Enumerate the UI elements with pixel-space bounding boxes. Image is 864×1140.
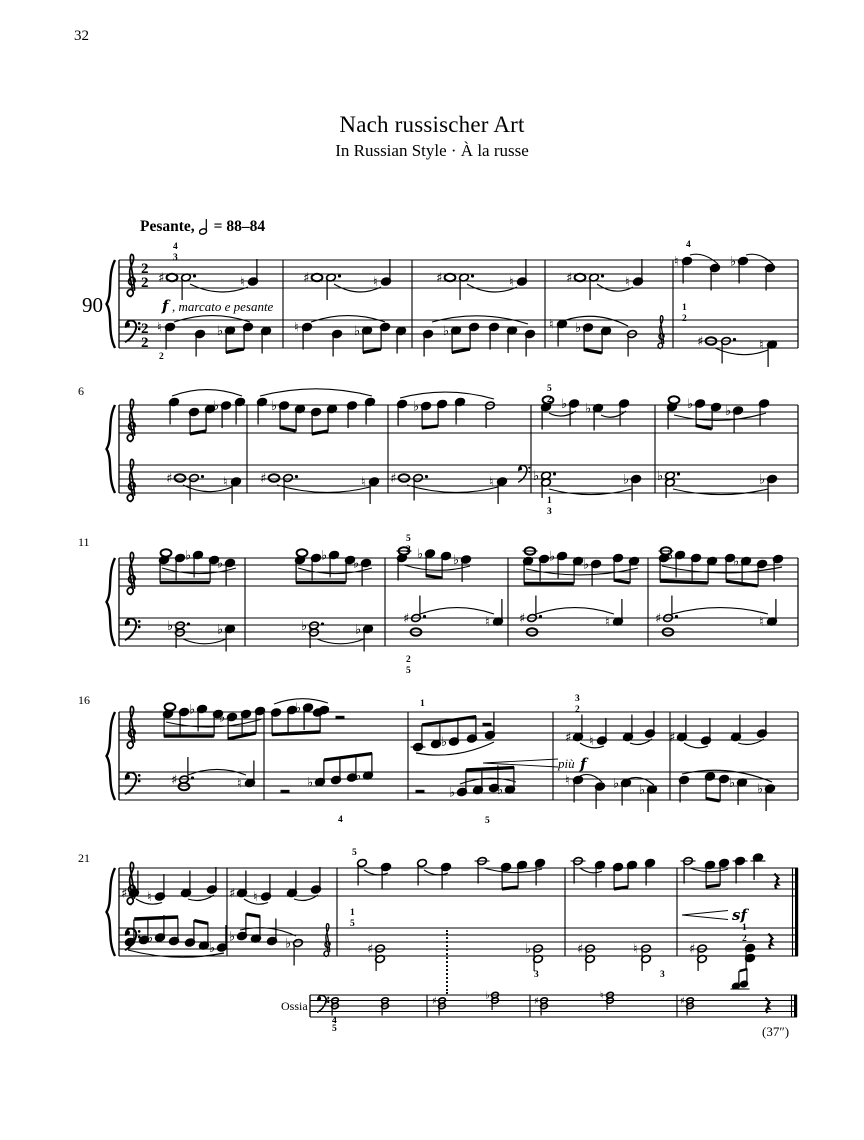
ossia-staff xyxy=(270,966,850,1056)
treble-clef-icon xyxy=(127,399,135,441)
fingering: 1 xyxy=(742,923,747,933)
system-brace xyxy=(107,558,116,646)
piece-title: Nach russischer Art xyxy=(339,112,525,137)
augmentation-dot xyxy=(201,475,204,478)
system-4 xyxy=(70,692,864,834)
slur xyxy=(484,868,542,873)
accidental-natural: ♮ xyxy=(240,275,245,290)
bass-clef-dot xyxy=(528,471,530,473)
accidental-natural: ♮ xyxy=(223,475,228,490)
accidental-flat: ♭ xyxy=(307,775,314,791)
augmentation-dot xyxy=(187,622,190,625)
treble-clef-icon xyxy=(127,862,135,904)
tempo-word: Pesante, xyxy=(140,217,195,235)
fingering: 2 xyxy=(682,314,687,324)
beam xyxy=(584,350,602,354)
system-brace xyxy=(107,712,116,800)
accidental-flat: ♭ xyxy=(185,548,192,564)
duration-marking: (37″) xyxy=(762,1024,790,1039)
accidental-sharp: ♯ xyxy=(229,886,236,902)
note-head xyxy=(575,274,586,281)
treble-clef-icon xyxy=(127,254,135,296)
fingering: 2 xyxy=(575,705,580,715)
bass-clef-dot xyxy=(138,930,141,933)
accidental-flat: ♭ xyxy=(525,942,532,957)
beam xyxy=(363,349,381,353)
augmentation-dot xyxy=(425,475,428,478)
system-brace xyxy=(107,260,116,348)
accidental-natural: ♮ xyxy=(509,275,514,290)
bass-clef-dot xyxy=(138,626,141,629)
slur xyxy=(536,608,614,614)
accidental-flat: ♭ xyxy=(639,783,646,798)
slur xyxy=(420,608,494,614)
measure-number: 21 xyxy=(78,851,90,865)
accidental-natural: ♮ xyxy=(565,773,570,789)
bass-clef-curve xyxy=(519,465,527,482)
final-barline-thick xyxy=(794,995,797,1017)
beam xyxy=(312,431,328,434)
page-number: 32 xyxy=(74,28,89,44)
slur xyxy=(172,390,242,396)
accidental-natural: ♮ xyxy=(759,338,764,353)
fingering: 1 xyxy=(420,699,425,709)
beam xyxy=(422,717,476,726)
accidental-sharp: ♯ xyxy=(403,611,410,627)
slur xyxy=(162,568,236,574)
accidental-sharp: ♯ xyxy=(303,271,310,286)
accidental-sharp: ♯ xyxy=(325,996,330,1007)
accidental-flat: ♭ xyxy=(585,401,592,417)
note-head xyxy=(269,474,280,481)
accidental-flat: ♭ xyxy=(725,404,732,419)
augmentation-dot xyxy=(471,274,474,277)
dynamic-piu: più xyxy=(558,756,575,771)
system-2 xyxy=(70,385,864,527)
slur xyxy=(673,489,768,495)
slur xyxy=(672,608,768,614)
quarter-rest xyxy=(775,874,779,890)
accidental-natural: ♮ xyxy=(605,615,610,630)
augmentation-dot xyxy=(677,472,680,475)
slur xyxy=(311,316,385,322)
fingering: 5 xyxy=(332,1024,337,1034)
fingering: 3 xyxy=(660,970,665,980)
treble-clef-icon xyxy=(127,552,135,594)
accidental-flat: ♭ xyxy=(353,556,360,572)
accidental-flat: ♭ xyxy=(354,324,361,339)
accidental-flat: ♭ xyxy=(485,990,490,1002)
accidental-flat: ♭ xyxy=(219,710,226,726)
accidental-flat: ♭ xyxy=(213,399,220,414)
accidental-flat: ♭ xyxy=(443,324,450,339)
fingering: 1 xyxy=(350,908,355,918)
accidental-sharp: ♯ xyxy=(566,271,573,286)
beam xyxy=(190,431,206,434)
beam xyxy=(452,349,470,353)
bass-clef-curve xyxy=(126,773,137,794)
beam xyxy=(226,349,244,353)
fingering: 5 xyxy=(547,384,552,394)
accidental-flat: ♭ xyxy=(759,472,766,488)
accidental-flat: ♭ xyxy=(733,554,740,570)
augmentation-dot xyxy=(423,615,426,618)
note-head xyxy=(175,474,186,481)
accidental-sharp: ♯ xyxy=(158,271,165,286)
treble-clef-icon xyxy=(127,459,135,501)
slur xyxy=(183,639,226,644)
measure-number: 11 xyxy=(78,535,90,549)
accidental-flat: ♭ xyxy=(533,469,540,484)
accidental-flat: ♭ xyxy=(295,701,302,716)
accidental-sharp: ♯ xyxy=(367,942,374,957)
slur xyxy=(260,389,372,396)
accidental-flat: ♭ xyxy=(285,936,292,952)
fingering: 4 xyxy=(173,242,178,252)
beam xyxy=(614,580,630,583)
accidental-flat: ♭ xyxy=(189,702,196,718)
note-head xyxy=(399,474,410,481)
bass-clef-curve xyxy=(126,619,137,640)
accidental-flat: ♭ xyxy=(167,619,174,634)
fingering: 5 xyxy=(485,816,490,826)
augmentation-dot xyxy=(539,615,542,618)
accidental-sharp: ♯ xyxy=(565,730,572,746)
accidental-flat: ♭ xyxy=(667,548,674,564)
beam xyxy=(426,576,442,579)
crescendo-hairpin xyxy=(682,915,728,920)
accidental-flat: ♭ xyxy=(217,324,224,339)
accidental-natural: ♮ xyxy=(633,942,638,957)
fingering: 2 xyxy=(406,655,411,665)
augmentation-dot xyxy=(193,274,196,277)
accidental-flat: ♭ xyxy=(217,556,224,572)
note-head xyxy=(165,703,176,710)
measure-number: 6 xyxy=(78,384,84,398)
accidental-sharp: ♯ xyxy=(519,611,526,627)
beam xyxy=(134,917,178,919)
slur xyxy=(526,568,638,575)
augmentation-dot xyxy=(553,472,556,475)
system-1 xyxy=(70,240,864,382)
bass-clef-dot xyxy=(528,467,530,469)
accidental-natural: ♮ xyxy=(294,320,299,336)
slur xyxy=(549,489,632,495)
accidental-sharp: ♯ xyxy=(697,334,704,350)
treble-clef-icon xyxy=(127,706,135,748)
system-brace xyxy=(107,405,116,493)
time-signature: 2 xyxy=(141,320,149,337)
beam xyxy=(706,885,720,887)
fingering: 4 xyxy=(686,240,691,250)
tempo-marking xyxy=(140,217,265,236)
half-rest xyxy=(336,716,345,719)
accidental-flat: ♭ xyxy=(729,776,736,791)
accidental-natural: ♮ xyxy=(253,890,258,905)
ossia-label: Ossia xyxy=(281,999,308,1013)
accidental-natural: ♮ xyxy=(237,776,242,792)
slur xyxy=(690,254,718,264)
slur xyxy=(580,774,602,782)
accidental-flat: ♭ xyxy=(583,557,590,573)
slur xyxy=(298,568,372,574)
fingering: 4 xyxy=(332,1016,337,1026)
bass-clef-dot xyxy=(138,620,141,623)
accidental-flat: ♭ xyxy=(757,782,764,797)
augmentation-dot xyxy=(191,776,194,779)
bass-clef-dot xyxy=(138,774,141,777)
measure-number: 16 xyxy=(78,693,90,707)
accidental-flat: ♭ xyxy=(497,783,504,798)
augmentation-dot xyxy=(733,338,736,341)
accidental-sharp: ♯ xyxy=(432,996,437,1007)
fingering: 2 xyxy=(406,545,411,555)
treble-clef-icon xyxy=(324,924,330,957)
final-barline-thick xyxy=(795,868,798,956)
accidental-natural: ♮ xyxy=(373,275,378,290)
accidental-sharp: ♯ xyxy=(171,773,178,788)
fingering: 3 xyxy=(173,253,178,263)
accidental-flat: ♭ xyxy=(730,254,737,270)
accidental-flat: ♭ xyxy=(441,735,448,750)
system-brace xyxy=(107,868,116,956)
accidental-natural: ♮ xyxy=(147,890,152,905)
accidental-sharp: ♯ xyxy=(121,886,128,902)
ossia-connector-line xyxy=(446,930,448,994)
fingering: 1 xyxy=(682,303,687,313)
beam xyxy=(706,799,720,802)
accidental-flat: ♭ xyxy=(217,622,224,638)
accidental-flat: ♭ xyxy=(449,785,456,801)
beam xyxy=(614,887,628,889)
note-head xyxy=(312,274,323,281)
note-head xyxy=(445,274,456,281)
system-3 xyxy=(70,534,864,680)
accidental-flat: ♭ xyxy=(453,553,460,568)
accidental-flat: ♭ xyxy=(613,776,620,792)
accidental-flat: ♭ xyxy=(355,769,362,784)
slur xyxy=(400,392,494,399)
augmentation-dot xyxy=(675,615,678,618)
fingering: 5 xyxy=(350,919,355,929)
beam xyxy=(280,428,296,432)
accidental-sharp: ♯ xyxy=(669,730,676,746)
half-rest xyxy=(281,790,290,793)
note-head xyxy=(669,396,680,403)
accidental-natural: ♮ xyxy=(589,734,594,749)
quarter-rest xyxy=(769,934,773,950)
accidental-natural: ♮ xyxy=(549,317,554,333)
accidental-natural: ♮ xyxy=(361,475,366,490)
fingering: 3 xyxy=(547,507,552,517)
accidental-sharp: ♯ xyxy=(166,471,173,487)
beam xyxy=(466,768,514,771)
accidental-flat: ♭ xyxy=(417,547,424,562)
fingering: 4 xyxy=(338,815,343,825)
beam xyxy=(502,887,518,889)
fingering: 2 xyxy=(159,352,164,362)
note-head xyxy=(167,274,178,281)
accidental-natural: ♮ xyxy=(674,254,679,270)
accidental-flat: ♭ xyxy=(209,941,216,956)
fingering: 5 xyxy=(406,666,411,676)
accidental-sharp: ♯ xyxy=(689,942,696,957)
accidental-flat: ♭ xyxy=(147,931,154,946)
accidental-flat: ♭ xyxy=(561,397,568,412)
augmentation-dot xyxy=(321,622,324,625)
bass-clef-icon xyxy=(126,773,141,794)
augmentation-dot xyxy=(295,475,298,478)
treble-clef-icon xyxy=(658,316,664,349)
beam xyxy=(246,914,260,917)
bass-clef-icon xyxy=(126,321,141,342)
piece-subtitle: In Russian Style · À la russe xyxy=(335,141,529,160)
accidental-sharp: ♯ xyxy=(655,611,662,627)
fingering: 3 xyxy=(534,970,539,980)
accidental-flat: ♭ xyxy=(575,321,582,336)
fingering: 2 xyxy=(742,934,747,944)
augmentation-dot xyxy=(338,274,341,277)
accidental-natural: ♮ xyxy=(157,320,162,336)
beam xyxy=(272,732,320,735)
crescendo-hairpin xyxy=(483,759,558,763)
accidental-natural: ♮ xyxy=(489,475,494,490)
accidental-flat: ♭ xyxy=(355,622,362,638)
time-signature: 2 xyxy=(141,274,149,291)
beam xyxy=(194,921,208,924)
accidental-sharp: ♯ xyxy=(260,471,267,487)
fingering: 5 xyxy=(406,534,411,544)
dynamic-sf: sf xyxy=(732,906,747,924)
time-signature: 2 xyxy=(141,260,149,277)
fingering: 1 xyxy=(547,496,552,506)
accidental-natural: ♮ xyxy=(625,275,630,290)
bass-clef-curve xyxy=(126,321,137,342)
accidental-natural: ♮ xyxy=(485,615,490,630)
half-rest xyxy=(483,723,492,726)
accidental-natural: ♮ xyxy=(600,990,604,1002)
beam xyxy=(660,581,708,583)
half-note-icon xyxy=(199,217,210,236)
half-rest xyxy=(416,790,425,793)
crescendo-hairpin xyxy=(682,911,728,916)
accidental-flat: ♭ xyxy=(301,619,308,634)
bass-clef-dot xyxy=(138,780,141,783)
accidental-flat: ♭ xyxy=(549,549,556,565)
accidental-sharp: ♯ xyxy=(390,471,397,487)
accidental-sharp: ♯ xyxy=(680,996,685,1007)
slur xyxy=(317,639,364,644)
fingering: 3 xyxy=(575,694,580,704)
accidental-flat: ♭ xyxy=(413,399,420,415)
crescendo-hairpin xyxy=(483,763,558,767)
fingering: 5 xyxy=(352,848,357,858)
accidental-natural: ♮ xyxy=(759,615,764,630)
bass-clef-icon xyxy=(126,619,141,640)
accidental-sharp: ♯ xyxy=(436,271,443,286)
accidental-flat: ♭ xyxy=(271,399,278,414)
accidental-flat: ♭ xyxy=(687,397,694,412)
note-head xyxy=(297,549,308,556)
quarter-rest xyxy=(766,998,770,1014)
bass-clef-icon xyxy=(519,465,531,482)
fingering: 2 xyxy=(547,395,552,405)
beam xyxy=(422,426,438,428)
expression-marking: , marcato e pesante xyxy=(172,299,274,314)
accidental-sharp: ♯ xyxy=(534,996,539,1007)
slur xyxy=(746,254,773,264)
accidental-sharp: ♯ xyxy=(577,942,584,957)
accidental-flat: ♭ xyxy=(229,929,236,945)
beam xyxy=(324,754,372,761)
augmentation-dot xyxy=(601,274,604,277)
slur xyxy=(174,316,250,322)
tempo-value: = 88–84 xyxy=(213,217,266,235)
piece-number: 90 xyxy=(82,293,103,317)
dynamic-f: f xyxy=(162,297,169,315)
accidental-flat: ♭ xyxy=(657,469,664,484)
slur xyxy=(404,565,470,570)
accidental-flat: ♭ xyxy=(623,472,630,488)
time-signature: 2 xyxy=(141,334,149,351)
note-head xyxy=(161,549,172,556)
note-head xyxy=(313,708,324,717)
dynamic-f: f xyxy=(580,755,587,773)
accidental-flat: ♭ xyxy=(321,548,328,564)
